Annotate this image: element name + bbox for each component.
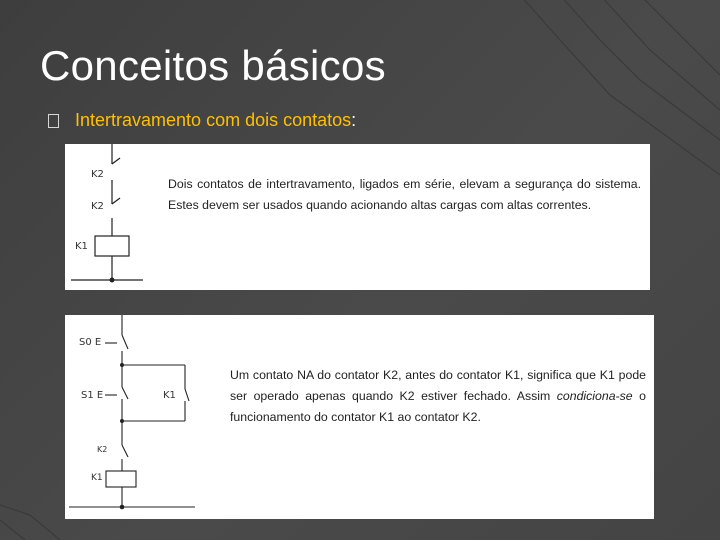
slide-title: Conceitos básicos <box>40 42 386 89</box>
coil-label-k1: K1 <box>91 473 103 483</box>
button-label-s0: S0 E <box>79 337 102 348</box>
contact-label-k2-bottom: K2 <box>91 201 104 212</box>
contact-label-k2: K2 <box>97 445 108 454</box>
bullet-text: Intertravamento com dois contatos <box>75 109 352 130</box>
contact-label-k2-top: K2 <box>91 169 104 180</box>
interlock-series-panel <box>65 144 650 290</box>
square-bullet-icon <box>48 114 59 128</box>
series-contacts-diagram <box>65 144 650 290</box>
bullet-item <box>48 108 356 132</box>
button-label-s1: S1 E <box>81 390 104 401</box>
panel2-text-end: o funcionamento do contator K1 ao contator K2. <box>230 389 646 424</box>
coil-label-k1: K1 <box>75 241 88 252</box>
panel2-text-start: Um contato NA do contator K2, antes do contator K1, significa que K1 pode ser operado apenas quando K2 estiver fechado. Assim <box>230 368 646 403</box>
interlock-na-panel <box>65 315 654 519</box>
contact-label-k1: K1 <box>163 390 176 401</box>
panel2-text-emphasis: condiciona-se <box>556 389 633 403</box>
panel1-description: Dois contatos de intertravamento, ligados em série, elevam a segurança do sistema. Estes devem ser usados quando acionando altas cargas com altas correntes. <box>168 177 641 212</box>
bullet-colon: : <box>351 109 357 130</box>
panel2-description <box>230 365 646 428</box>
